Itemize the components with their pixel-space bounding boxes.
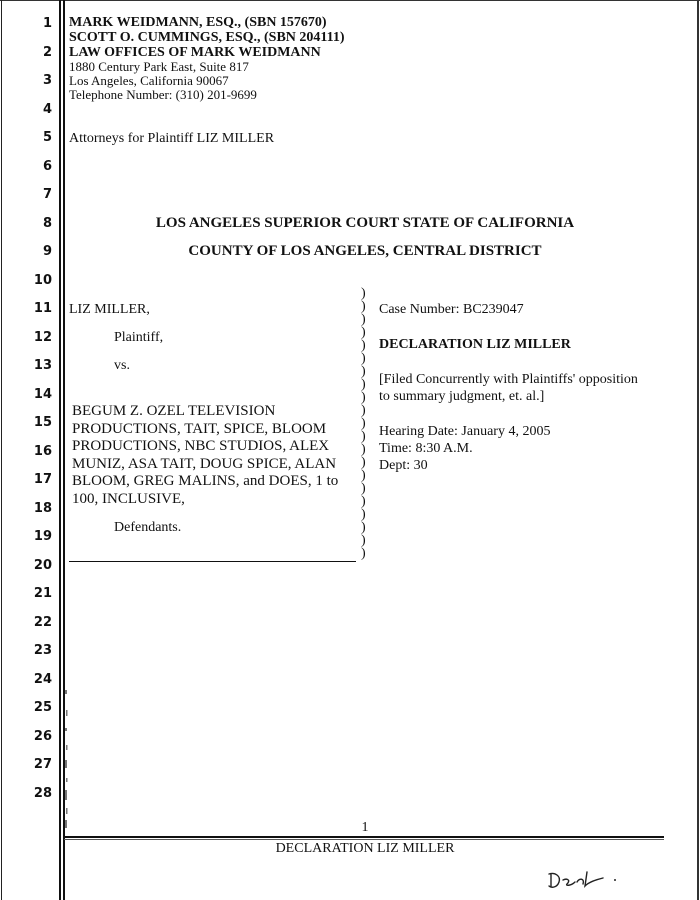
line-number: 21 <box>33 586 52 601</box>
caption-paren: ) <box>361 299 366 314</box>
line-number: 28 <box>33 786 52 801</box>
defendant-line: 100, INCLUSIVE, <box>72 490 185 507</box>
line-number: 3 <box>42 73 52 88</box>
attorney-name-2: SCOTT O. CUMMINGS, ESQ., (SBN 204111) <box>69 30 345 45</box>
caption-paren: ) <box>361 325 366 340</box>
line-number: 7 <box>42 187 52 202</box>
telephone-line: Telephone Number: (310) 201-9699 <box>69 87 257 102</box>
plaintiff-name: LIZ MILLER, <box>69 302 150 317</box>
line-number: 16 <box>33 444 52 459</box>
line-number: 4 <box>42 102 52 117</box>
attorney-name-1: MARK WEIDMANN, ESQ., (SBN 157670) <box>69 15 327 30</box>
footer-document-title: DECLARATION LIZ MILLER <box>275 841 455 856</box>
case-number: Case Number: BC239047 <box>379 302 524 317</box>
line-number: 1 <box>42 16 52 31</box>
caption-paren: ) <box>361 494 366 509</box>
caption-paren: ) <box>361 481 366 496</box>
caption-paren: ) <box>361 442 366 457</box>
document-title: DECLARATION LIZ MILLER <box>379 337 571 352</box>
caption-paren: ) <box>361 533 366 548</box>
line-number: 10 <box>33 273 52 288</box>
plaintiff-role: Plaintiff, <box>114 330 164 345</box>
hearing-time: Time: 8:30 A.M. <box>379 441 473 456</box>
caption-underline <box>69 561 356 562</box>
caption-paren: ) <box>361 507 366 522</box>
line-number: 9 <box>42 244 52 259</box>
line-number: 18 <box>33 501 52 516</box>
defendant-line: BEGUM Z. OZEL TELEVISION <box>72 403 276 419</box>
caption-paren: ) <box>361 351 366 366</box>
caption-paren: ) <box>361 455 366 470</box>
line-number: 8 <box>42 216 52 231</box>
line-number: 20 <box>33 558 52 573</box>
left-margin-rule <box>59 0 61 900</box>
footer-rule <box>64 836 664 838</box>
caption-paren: ) <box>361 546 366 561</box>
footer-rule-thin <box>64 839 664 840</box>
address-line-1: 1880 Century Park East, Suite 817 <box>69 59 249 74</box>
line-number: 2 <box>42 45 52 60</box>
caption-paren: ) <box>361 338 366 353</box>
line-number: 24 <box>33 672 52 687</box>
line-number: 15 <box>33 415 52 430</box>
line-number: 26 <box>33 729 52 744</box>
line-number: 27 <box>33 757 52 772</box>
caption-paren: ) <box>361 377 366 392</box>
defendant-line: MUNIZ, ASA TAIT, DOUG SPICE, ALAN <box>72 455 337 472</box>
caption-paren: ) <box>361 416 366 431</box>
line-number: 5 <box>42 130 52 145</box>
line-number: 6 <box>42 159 52 174</box>
caption-paren: ) <box>361 468 366 483</box>
court-title-line-2: COUNTY OF LOS ANGELES, CENTRAL DISTRICT <box>188 243 542 259</box>
defendant-line: PRODUCTIONS, TAIT, SPICE, BLOOM <box>72 420 327 437</box>
address-line-2: Los Angeles, California 90067 <box>69 73 229 88</box>
scan-artifact-marks <box>64 690 72 830</box>
attorneys-for-line: Attorneys for Plaintiff LIZ MILLER <box>69 131 275 146</box>
line-number: 23 <box>33 643 52 658</box>
line-number: 11 <box>33 301 52 316</box>
line-number: 17 <box>33 472 52 487</box>
caption-paren: ) <box>361 403 366 418</box>
caption-paren: ) <box>361 286 366 301</box>
defendant-line: BLOOM, GREG MALINS, and DOES, 1 to <box>72 473 339 489</box>
line-number: 12 <box>33 330 52 345</box>
law-office-name: LAW OFFICES OF MARK WEIDMANN <box>69 45 321 60</box>
defendant-line: PRODUCTIONS, NBC STUDIOS, ALEX <box>72 438 330 454</box>
hearing-date: Hearing Date: January 4, 2005 <box>379 424 551 439</box>
page-top-border <box>0 0 700 1</box>
line-number: 19 <box>33 529 52 544</box>
line-number: 14 <box>33 387 52 402</box>
page-right-border <box>697 0 699 900</box>
line-number: 22 <box>33 615 52 630</box>
caption-paren: ) <box>361 364 366 379</box>
handwritten-initials <box>545 868 635 892</box>
line-number: 13 <box>33 358 52 373</box>
caption-paren: ) <box>361 390 366 405</box>
page-number: 1 <box>361 820 369 835</box>
hearing-dept: Dept: 30 <box>379 458 428 473</box>
caption-paren: ) <box>361 429 366 444</box>
filed-concurrently-note-1: [Filed Concurrently with Plaintiffs' opposition <box>379 372 638 387</box>
filed-concurrently-note-2: to summary judgment, et. al.] <box>379 389 545 404</box>
caption-paren: ) <box>361 520 366 535</box>
caption-paren: ) <box>361 312 366 327</box>
line-number: 25 <box>33 700 52 715</box>
versus-text: vs. <box>114 358 130 373</box>
court-title-line-1: LOS ANGELES SUPERIOR COURT STATE OF CALIFORNIA <box>155 215 575 231</box>
defendants-role: Defendants. <box>114 520 182 535</box>
